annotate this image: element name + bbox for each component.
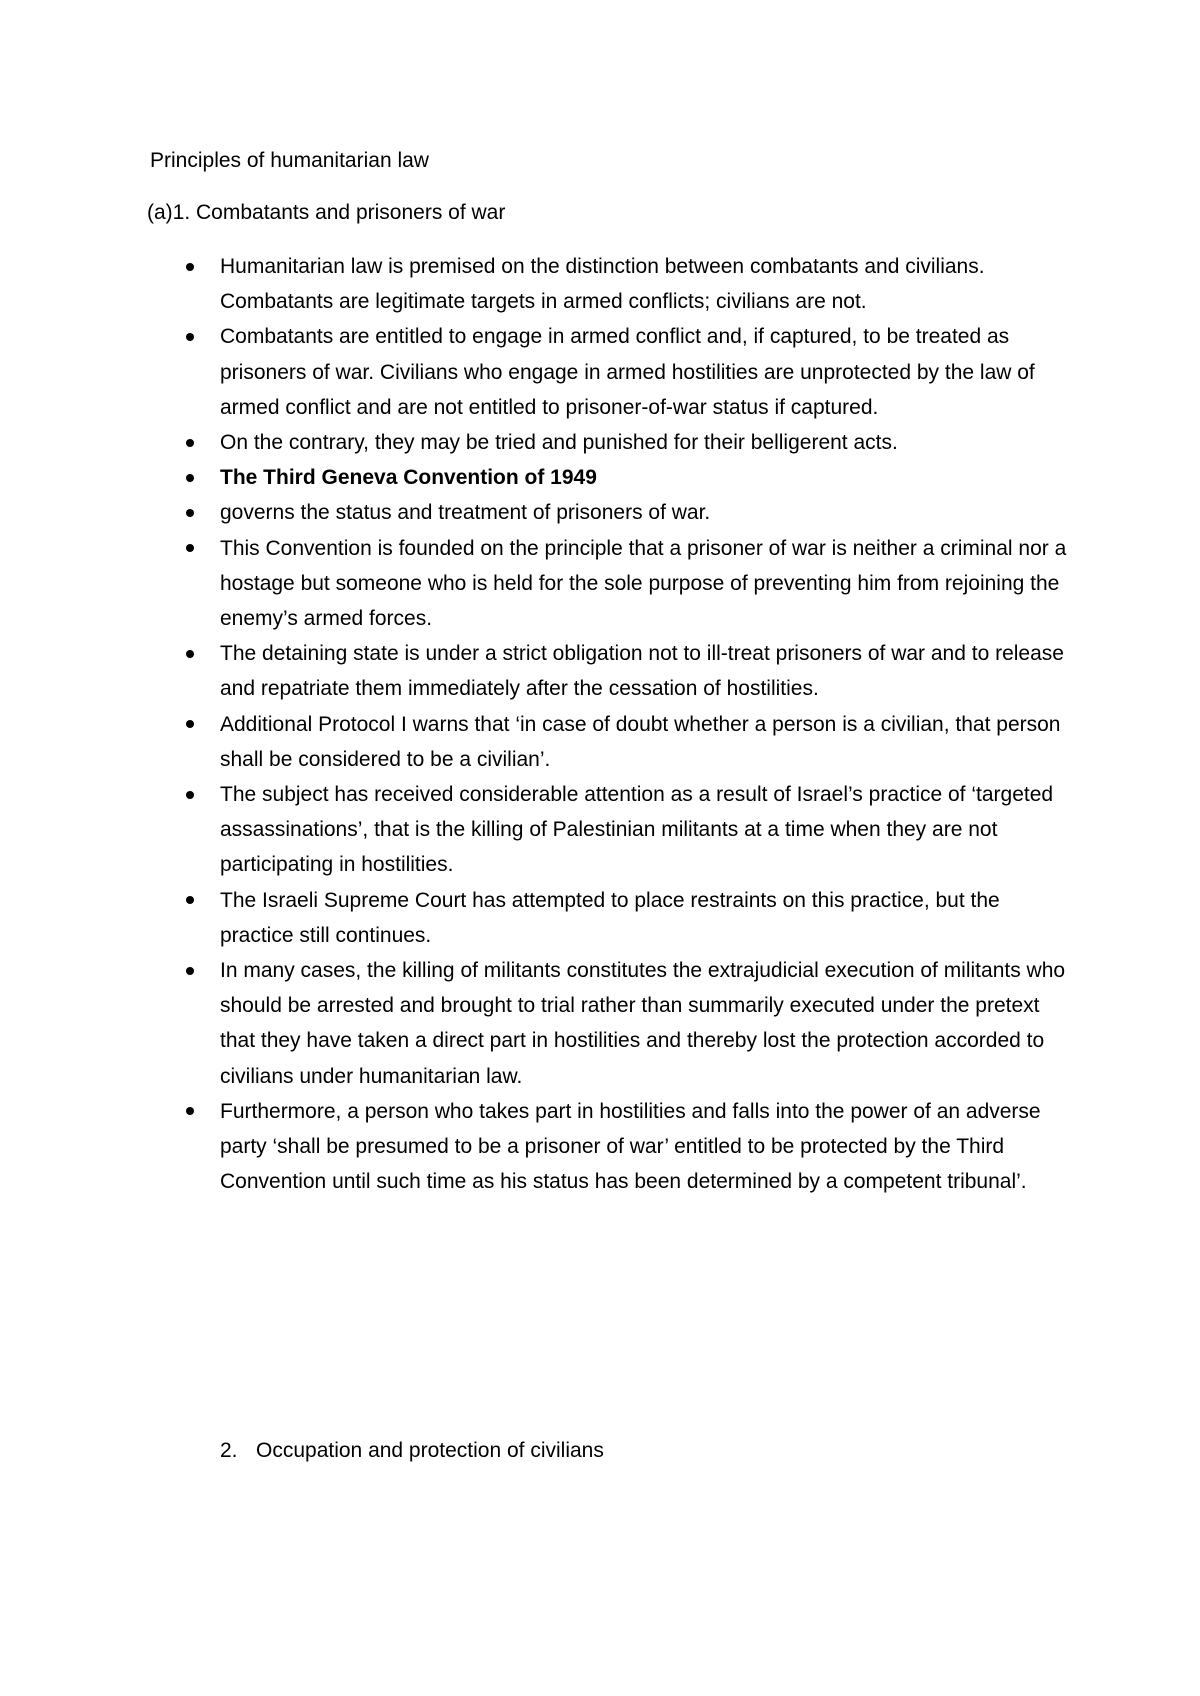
list-item-text: In many cases, the killing of militants constitutes the extrajudicial execution of militants who should be arrested and brought to trial rather than summarily executed under the pretext that they have taken a direct part in hostilities and thereby lost the protection accorded to civilians under humanitarian law. xyxy=(220,959,1066,1088)
bullet-icon xyxy=(186,791,194,799)
bullet-icon xyxy=(186,544,194,552)
list-item xyxy=(0,1094,1200,1200)
section-heading-combatants: (a)1. Combatants and prisoners of war xyxy=(147,201,506,224)
list-item xyxy=(0,249,1200,319)
list-item xyxy=(0,953,1200,1094)
bullet-icon xyxy=(186,650,194,658)
list-item-text: Humanitarian law is premised on the distinction between combatants and civilians. Combatants are legitimate targets in armed conflicts; civilians are not. xyxy=(220,255,985,314)
list-item xyxy=(0,883,1200,953)
list-item-text: This Convention is founded on the principle that a prisoner of war is neither a criminal nor a hostage but someone who is held for the sole purpose of preventing him from rejoining the enemy’s armed forces. xyxy=(220,536,1067,631)
list-item xyxy=(0,319,1200,425)
list-item-text: Combatants are entitled to engage in armed conflict and, if captured, to be treated as prisoners of war. Civilians who engage in armed hostilities are unprotected by the law of armed conflict and are not entitled to prisoner-of-war status if captured. xyxy=(220,325,1035,419)
list-item xyxy=(0,777,1200,883)
bullet-icon xyxy=(186,1107,194,1115)
list-item xyxy=(0,636,1200,706)
bullet-list xyxy=(0,249,1200,1199)
list-item-text: The subject has received considerable attention as a result of Israel’s practice of ‘targeted assassinations’, that is the killing of Palestinian militants at a time when they are not participating in hostilities. xyxy=(220,783,1054,877)
list-item xyxy=(0,425,1200,460)
list-item-text: The detaining state is under a strict obligation not to ill-treat prisoners of war and to release and repatriate them immediately after the cessation of hostilities. xyxy=(220,642,1064,701)
list-item xyxy=(0,707,1200,777)
list-item-text: Furthermore, a person who takes part in hostilities and falls into the power of an adverse party ‘shall be presumed to be a prisoner of war’ entitled to be protected by the Third Convention until such time as his status has been determined by a competent tribunal’. xyxy=(220,1099,1041,1194)
bullet-icon xyxy=(186,439,194,447)
bullet-icon xyxy=(186,474,194,482)
list-item-text: The Israeli Supreme Court has attempted to place restraints on this practice, but the practice still continues. xyxy=(220,888,1000,947)
list-item xyxy=(0,495,1200,530)
list-item-text: On the contrary, they may be tried and punished for their belligerent acts. xyxy=(220,431,898,455)
list-item xyxy=(0,531,1200,637)
bullet-icon xyxy=(186,509,194,517)
document-title: Principles of humanitarian law xyxy=(150,149,429,172)
bullet-icon xyxy=(186,263,194,271)
section-heading-occupation xyxy=(220,1436,604,1466)
bullet-icon xyxy=(186,896,194,904)
list-item-text: The Third Geneva Convention of 1949 xyxy=(220,466,597,490)
list-item xyxy=(0,460,1200,495)
bullet-icon xyxy=(186,720,194,728)
section-number: 2. xyxy=(220,1439,238,1462)
list-item-text: governs the status and treatment of prisoners of war. xyxy=(220,501,711,525)
list-item-text: Additional Protocol I warns that ‘in case of doubt whether a person is a civilian, that person shall be considered to be a civilian’. xyxy=(220,712,1061,771)
bullet-icon xyxy=(186,333,194,341)
section-heading-text: Occupation and protection of civilians xyxy=(256,1439,604,1462)
bullet-icon xyxy=(186,967,194,975)
